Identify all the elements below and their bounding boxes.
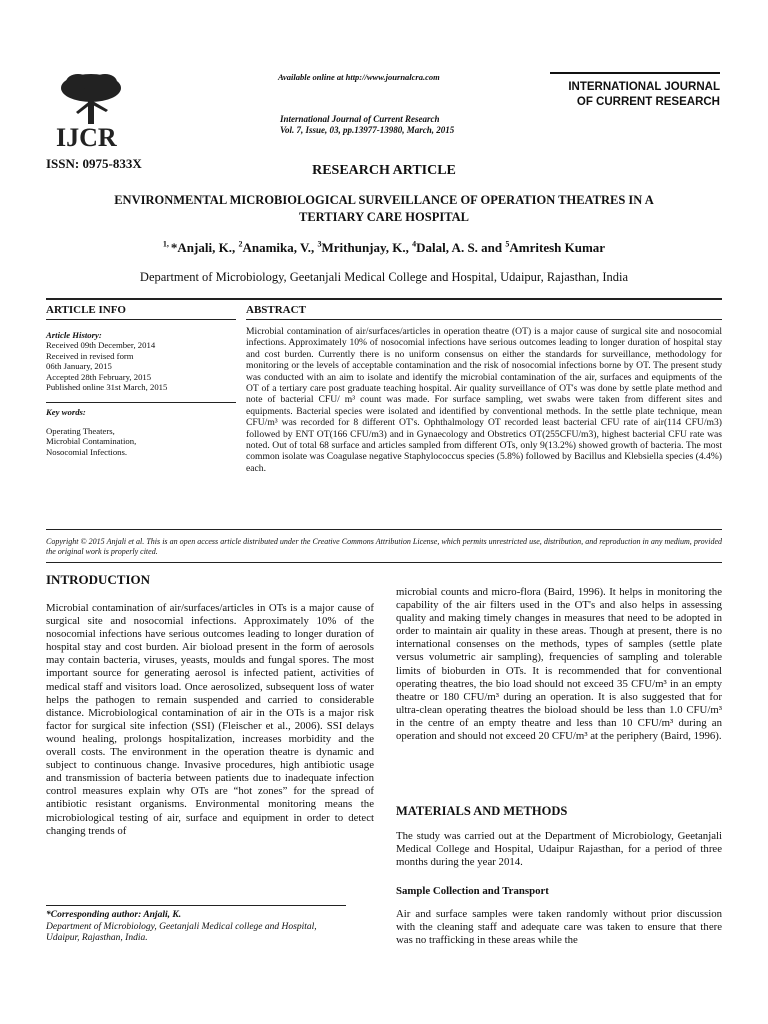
author: Dalal, A. S. and: [416, 240, 506, 255]
introduction-text: Microbial contamination of air/surfaces/articles in OTs is a major cause of surgical site and nosocomial infections. Approximately 10% of the nosocomial infections have serious outcomes leading to longer duration of hospital stay and cost burden. Air bioload present in the form of aerosols may contain bacteria, viruses, yeasts, moulds and fungal spores. The most important source for generating aerosol is infected patient, activities of medical staff and visitors load. Once aerosolized, subsequent loss of water helps the pathogen to remain suspended and carried to considerable distance. Microbiological contamination of air in the OTs is a major risk factor for surgical site infection (SSI) (Fleischer et al., 2006). SSI delays wound healing, prolongs hospitalization, increases morbidity and the overall costs. The environment in the operation theatre is dynamic and subject to continuous change. Invasive procedures, high antibiotic usage and transmission of bacteria between patients due to inadequate infection control measures explain why OTs are “hot zones” for the spread of antibiotic resistant organisms. Environmental monitoring means the microbiological testing of air, surface and equipment in order to detect changing trends of: [46, 602, 374, 837]
journal-box: [550, 72, 720, 110]
author-sup: 2: [238, 239, 243, 249]
journal-box-line1: INTERNATIONAL JOURNAL: [568, 81, 720, 93]
author-sup: 3: [317, 239, 322, 249]
history-item: Accepted 28th February, 2015: [46, 371, 152, 382]
journal-citation: [280, 114, 454, 136]
methods-heading: MATERIALS AND METHODS: [396, 804, 568, 818]
department: Department of Microbiology, Geetanjali Medical College and Hospital, Udaipur, Rajasthan, India: [139, 270, 629, 284]
introduction-continued: microbial counts and micro-flora (Baird, 1996). It helps in monitoring the capability of the air filters used in the OT's and also helps in assessing quality and making timely changes in measures that need to be adopted in order to maintain air quality in these areas. Though at present, there is no international consenses on the methods, types of samples (settle plate versus volumetric air sampling), frequencies of sampling and tolerable limits of bioburden in OTs. It is recommended that for conventional operating theatres, the bio load should not exceed 35 CFU/m³ in an empty theatre or 180 CFU/m³ during an operation. It is also suggested that for ultra-clean operating theatres the bioload should be less than 1.0 CFU/m³ in the centre of an empty theatre and less than 10 CFU/m³ during an operation and should not exceed 20 CFU/m³ at the periphery (Baird, 1996).: [396, 586, 722, 743]
author: *Anjali, K.,: [170, 240, 239, 255]
author: Mrithunjay, K.,: [321, 240, 413, 255]
keyword: Operating Theaters,: [46, 425, 115, 436]
abstract-heading: ABSTRACT: [246, 304, 306, 316]
divider: [246, 319, 722, 320]
author-sup: 4: [412, 239, 417, 249]
authors: [0, 240, 768, 256]
keyword: Microbial Contamination,: [46, 436, 137, 447]
author: Amritesh Kumar: [509, 240, 606, 255]
sample-collection-text: Air and surface samples were taken randomly without prior discussion with the cleaning staff and adequate care was taken to ensure that there was no trafficking in these areas while the: [396, 908, 722, 947]
title-line-2: TERTIARY CARE HOSPITAL: [299, 210, 469, 224]
copyright-notice: Copyright © 2015 Anjali et al. This is an open access article distributed under the Creative Commons Attribution License, which permits unrestricted use, distribution, and reproduction in any medium, provided the original work is properly cited.: [46, 537, 722, 556]
divider: [46, 298, 722, 300]
sample-collection-heading: Sample Collection and Transport: [396, 885, 549, 897]
title-line-1: ENVIRONMENTAL MICROBIOLOGICAL SURVEILLANCE OF OPERATION THEATRES IN A: [114, 193, 654, 207]
volume-info: Vol. 7, Issue, 03, pp.13977-13980, March, 2015: [280, 125, 455, 135]
correspondence: [46, 910, 346, 945]
history-label: Article History:: [46, 330, 102, 340]
divider: [46, 905, 346, 906]
introduction-heading: INTRODUCTION: [46, 572, 151, 587]
corresponding-address: Department of Microbiology, Geetanjali Medical college and Hospital, Udaipur, Rajasthan, India.: [46, 921, 317, 943]
history-item: Received 09th December, 2014: [46, 340, 156, 351]
abstract-text: Microbial contamination of air/surfaces/articles in operation theatre (OT) is a major cause of surgical site and nosocomial infections. Approximately 10% of nosocomial infections have serious outcomes leading to longer duration of hospital stay and cost burden. Currently there is no uniform consensus on either the standards for surveillance, methodology for monitoring or the levels of acceptable contamination and the risk of nosocomial infections borne by OT. The present study was conducted with an aim to isolate and identify the microbial contamination of the air, surfaces and equipments of the OT of a tertiary care post graduate teaching hospital. Air quality surveillance of OT's was done by settle plate method and note of bacterial CFU/ m³ count was made. For surface sampling, wet swabs were taken from different sites and equipments. Bacterial species were isolated and identified by conventional methods. In the settle plate technique, mean CFU/m³ was recorded for 8 different OT's. Ophthalmology OT recorded least bacterial CFU rate of air(114 CFU/m3) followed by ENT OT(166 CFU/m3) and in Gynaecology and Obstretics OT(255CFU/m3), highest bacterial CFU rate was noted. Out of total 68 surface and articles sampled from different OTs, only 9(13.2%) showed growth of bacteria. The most common isolate was Coagulase negative Staphylococcus species (5.8%) followed by Bacillus and Klebsiella species (4.4%) each.: [246, 326, 722, 474]
keyword: Nosocomial Infections.: [46, 446, 128, 457]
methods-text: The study was carried out at the Department of Microbiology, Geetanjali Medical College and Hospital, Udaipur Rajasthan, for a period of three months during the year 2014.: [396, 830, 722, 869]
article-info-heading: ARTICLE INFO: [46, 304, 126, 316]
logo-text: IJCR: [56, 123, 117, 152]
divider: [46, 562, 722, 563]
article-info: [46, 304, 236, 457]
divider: [46, 529, 722, 530]
author-sup: 1,: [162, 239, 171, 249]
history-item: 06th January, 2015: [46, 361, 112, 372]
author-sup: 5: [505, 239, 510, 249]
corresponding-author: *Corresponding author: Anjali, K.: [46, 910, 182, 920]
history-item: Received in revised form: [46, 350, 134, 361]
issn: ISSN: 0975-833X: [46, 156, 142, 171]
journal-logo: [50, 70, 132, 152]
author: Anamika, V.,: [242, 240, 318, 255]
history-item: Published online 31st March, 2015: [46, 382, 168, 393]
keywords-label: Key words:: [46, 407, 86, 418]
divider: [46, 402, 236, 403]
journal-box-line2: OF CURRENT RESEARCH: [576, 96, 720, 108]
available-online-link[interactable]: Available online at http://www.journalcra.com: [278, 72, 440, 82]
article-title: [70, 192, 698, 226]
article-type: RESEARCH ARTICLE: [312, 163, 456, 178]
journal-name: International Journal of Current Research: [280, 114, 440, 124]
